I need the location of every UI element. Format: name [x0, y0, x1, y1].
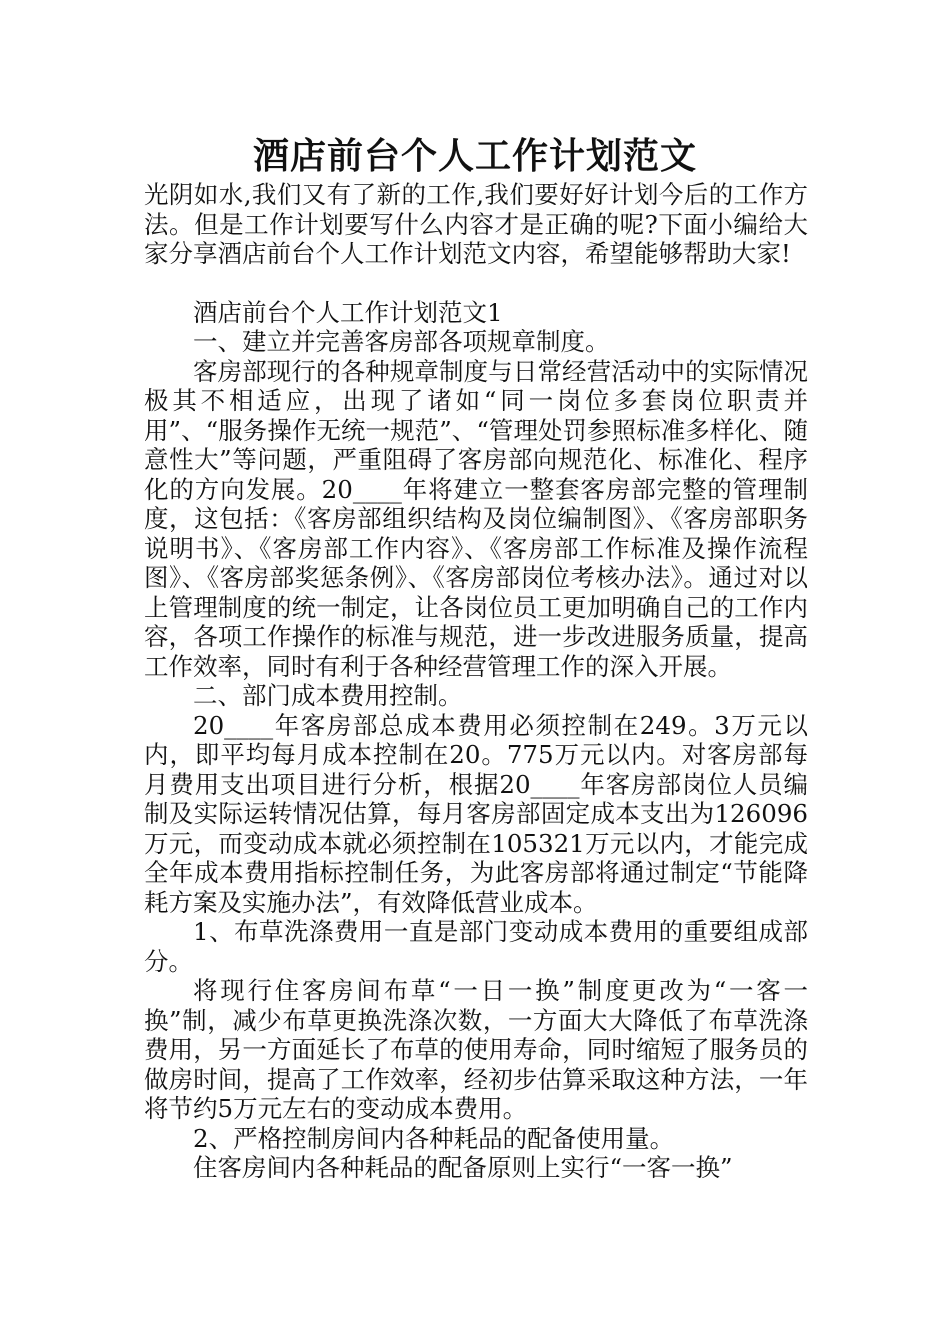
- paragraph-consumables-detail: 住客房间内各种耗品的配备原则上实行“一客一换”: [193, 1153, 733, 1182]
- paragraph-cost-detail: 20____年客房部总成本费用必须控制在249。3万元以内，即平均每月成本控制在20。775万元以内。对客房部每月费用支出项目进行分析，根据20____年客房部岗位人员编制及实际运转情况估算，每月客房部固定成本支出为126096万元，而变动成本就必须控制在105321万元以内，才能完成全年成本费用指标控制任务，为此客房部将通过制定“节能降耗方案及实施办法”，有效降低营业成本。: [144, 710, 808, 917]
- item-consumables: 2、严格控制房间内各种耗品的配备使用量。: [193, 1123, 675, 1153]
- heading-establish-rules: 一、建立并完善客房部各项规章制度。: [193, 327, 610, 356]
- paragraph-linen-detail: 将现行住客房间布草“一日一换”制度更改为“一客一换”制，减少布草更换洗涤次数，一方面大大降低了布草洗涤费用，另一方面延长了布草的使用寿命，同时缩短了服务员的做房时间，提高了工作效率，经初步估算采取这种方法，一年将节约5万元左右的变动成本费用。: [144, 976, 808, 1123]
- intro-paragraph: 光阴如水,我们又有了新的工作,我们要好好计划今后的工作方法。但是工作计划要写什么内容才是正确的呢?下面小编给大家分享酒店前台个人工作计划范文内容，希望能够帮助大家!: [144, 180, 808, 268]
- paragraph-gap: [144, 269, 808, 298]
- document-body: [144, 180, 808, 1183]
- heading-cost-control: 二、部门成本费用控制。: [193, 681, 463, 710]
- paragraph-rules-detail: 客房部现行的各种规章制度与日常经营活动中的实际情况极其不相适应，出现了诸如“同一岗位多套岗位职责并用”、“服务操作无统一规范”、“管理处罚参照标准多样化、随意性大”等问题，严重阻碍了客房部向规范化、标准化、程序化的方向发展。20____年将建立一整套客房部完整的管理制度，这包括：《客房部组织结构及岗位编制图》、《客房部职务说明书》、《客房部工作内容》、《客房部工作标准及操作流程图》、《客房部奖惩条例》、《客房部岗位考核办法》。通过对以上管理制度的统一制定，让各岗位员工更加明确自己的工作内容，各项工作操作的标准与规范，进一步改进服务质量，提高工作效率，同时有利于各种经营管理工作的深入开展。: [144, 356, 808, 681]
- document-title: 酒店前台个人工作计划范文: [252, 135, 697, 177]
- item-linen-washing: 1、布草洗涤费用一直是部门变动成本费用的重要组成部分。: [144, 917, 808, 976]
- section-heading: 酒店前台个人工作计划范文1: [193, 297, 503, 327]
